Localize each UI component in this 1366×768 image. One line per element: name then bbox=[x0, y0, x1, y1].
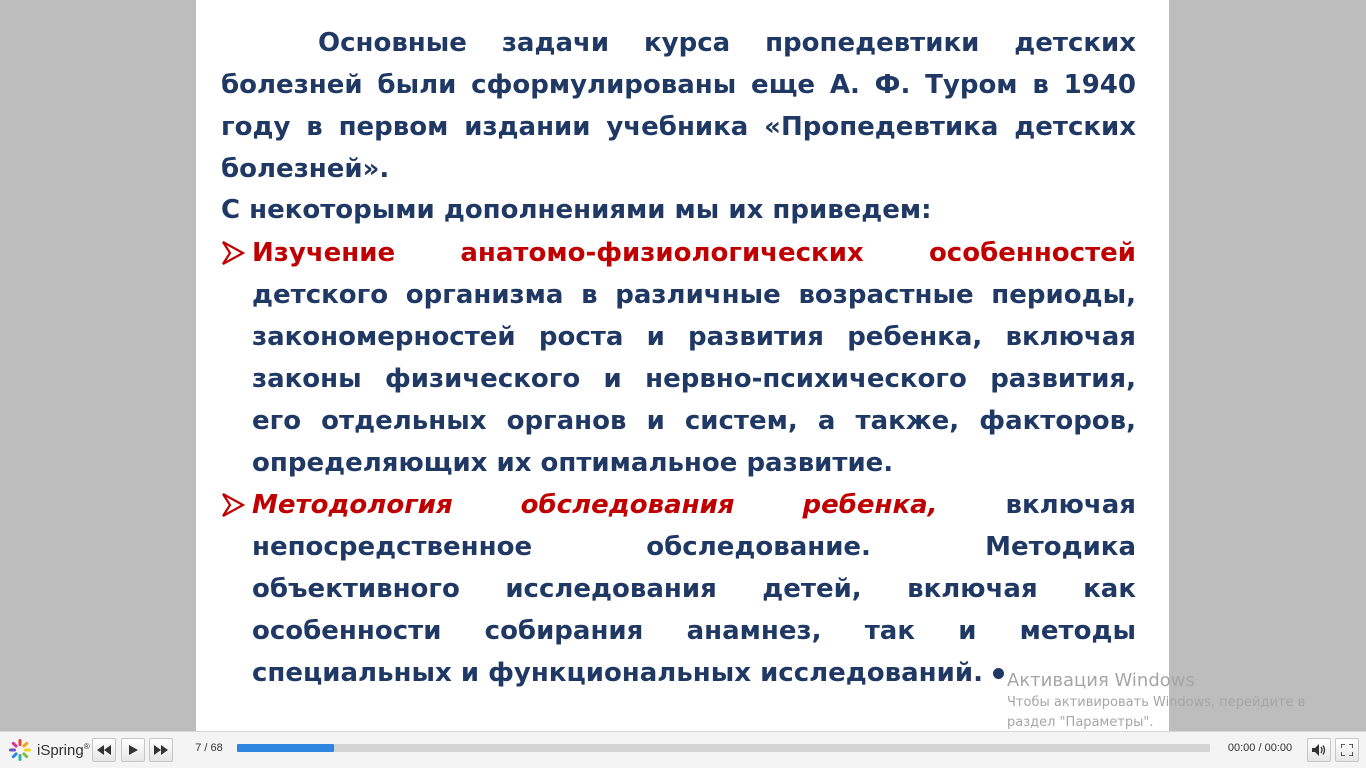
watermark-line: Чтобы активировать Windows, перейдите в bbox=[1007, 695, 1306, 710]
fullscreen-button[interactable] bbox=[1335, 738, 1359, 762]
arrow-bullet-icon bbox=[221, 484, 251, 526]
volume-button[interactable] bbox=[1307, 738, 1331, 762]
watermark-title: Активация Windows bbox=[1007, 670, 1195, 691]
fullscreen-icon bbox=[1341, 744, 1353, 756]
bullet-dot-icon bbox=[993, 668, 1004, 679]
bullet-text bbox=[252, 484, 1136, 694]
progress-bar[interactable] bbox=[237, 744, 1210, 752]
speaker-icon bbox=[1312, 744, 1326, 756]
progress-fill bbox=[237, 744, 334, 752]
rewind-icon bbox=[97, 745, 111, 755]
arrow-bullet-icon bbox=[221, 232, 251, 274]
bullet-item bbox=[221, 484, 1136, 694]
time-display: 00:00 / 00:00 bbox=[1227, 742, 1293, 754]
ispring-logo-icon bbox=[8, 738, 32, 762]
play-icon bbox=[129, 745, 138, 755]
bullet-item bbox=[221, 232, 1136, 484]
intro-subheading: С некоторыми дополнениями мы их приведем: bbox=[221, 195, 932, 225]
bullet-highlight: Методология обследования ребенка, bbox=[252, 490, 938, 520]
slide-canvas bbox=[196, 0, 1169, 731]
logo-text: iSpring® bbox=[37, 741, 90, 759]
bullet-text bbox=[252, 232, 1136, 484]
previous-slide-button[interactable] bbox=[92, 738, 116, 762]
bullet-body: детского организма в различные возрастные периоды, закономерностей роста и развития ребенка, включая законы физического и нервно-психического развития, его отдельных органов и систем, а также, факторов, определяющих их оптимальное развитие. bbox=[252, 280, 1136, 478]
fast-forward-icon bbox=[154, 745, 168, 755]
bullet-highlight: Изучение анатомо-физиологических особенностей bbox=[252, 238, 1136, 268]
bullet-body: включая непосредственное обследование. Методика объективного исследования детей, включая как особенности собирания анамнез, так и методы специальных и функциональных исследований. bbox=[252, 490, 1136, 688]
ispring-logo bbox=[8, 738, 90, 762]
watermark-line: раздел "Параметры". bbox=[1007, 715, 1154, 730]
intro-paragraph: Основные задачи курса пропедевтики детских болезней были сформулированы еще А. Ф. Туром в 1940 году в первом издании учебника «Пропедевтика детских болезней». bbox=[221, 28, 1136, 184]
slide-counter: 7 / 68 bbox=[195, 742, 223, 754]
next-slide-button[interactable] bbox=[149, 738, 173, 762]
play-button[interactable] bbox=[121, 738, 145, 762]
